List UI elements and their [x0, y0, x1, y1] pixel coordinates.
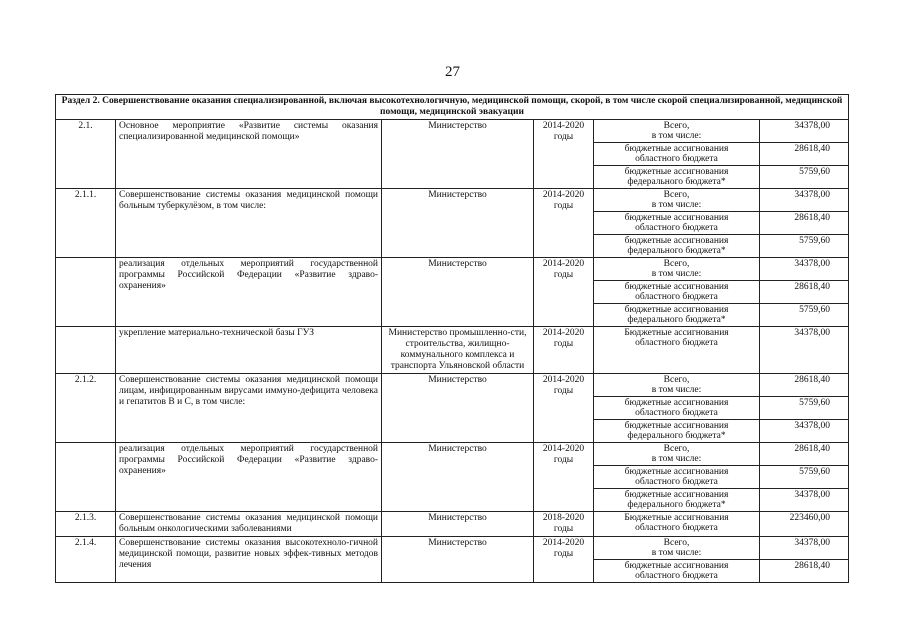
- row-executor: Министерство: [382, 443, 534, 512]
- funding-source-total: Всего, в том числе:: [594, 258, 760, 281]
- funding-amount: 34378,00: [760, 189, 849, 212]
- funding-amount: 28618,40: [760, 443, 849, 466]
- funding-source-federal: бюджетные ассигнования федерального бюджета*: [594, 489, 760, 512]
- row-number: 2.1.1.: [56, 189, 116, 258]
- funding-source-total: Всего, в том числе:: [594, 537, 760, 560]
- funding-amount: 223460,00: [760, 512, 849, 537]
- funding-amount: 5759,60: [760, 304, 849, 327]
- table-row: [56, 512, 849, 537]
- funding-amount: 28618,40: [760, 143, 849, 166]
- row-number: [56, 327, 116, 374]
- row-description: Основное мероприятие «Развитие системы оказания специализированной медицинской помощи»: [116, 120, 382, 189]
- funding-source-regional: бюджетные ассигнования областного бюджета: [594, 281, 760, 304]
- funding-source-total: Всего, в том числе:: [594, 443, 760, 466]
- row-description: реализация отдельных мероприятий государственной программы Российской Федерации «Развитие здраво-охранения»: [116, 258, 382, 327]
- funding-source-regional: бюджетные ассигнования областного бюджета: [594, 397, 760, 420]
- section-header-row: [56, 95, 849, 120]
- funding-source-regional: Бюджетные ассигнования областного бюджета: [594, 327, 760, 374]
- table-row: [56, 374, 849, 397]
- row-executor: Министерство: [382, 258, 534, 327]
- row-number: 2.1.: [56, 120, 116, 189]
- funding-amount: 28618,40: [760, 212, 849, 235]
- funding-amount: 34378,00: [760, 420, 849, 443]
- row-period: 2014-2020 годы: [534, 537, 594, 583]
- row-period: 2018-2020 годы: [534, 512, 594, 537]
- funding-amount: 34378,00: [760, 537, 849, 560]
- table-row: [56, 120, 849, 143]
- funding-amount: 5759,60: [760, 166, 849, 189]
- funding-amount: 28618,40: [760, 560, 849, 583]
- row-description: Совершенствование системы оказания медицинской помощи лицам, инфицированным вирусами иммуно-дефицита человека и гепатитов В и С, в том числе:: [116, 374, 382, 443]
- table-row: [56, 327, 849, 374]
- row-executor: Министерство промышленно-сти, строительства, жилищно-коммунального комплекса и транспорта Ульяновской области: [382, 327, 534, 374]
- table-row: [56, 189, 849, 212]
- funding-source-federal: бюджетные ассигнования федерального бюджета*: [594, 304, 760, 327]
- funding-source-total: Всего, в том числе:: [594, 374, 760, 397]
- row-executor: Министерство: [382, 512, 534, 537]
- funding-source-regional: бюджетные ассигнования областного бюджета: [594, 560, 760, 583]
- funding-amount: 34378,00: [760, 327, 849, 374]
- row-description: укрепление материально-технической базы ГУЗ: [116, 327, 382, 374]
- funding-source-federal: бюджетные ассигнования федерального бюджета*: [594, 235, 760, 258]
- funding-amount: 28618,40: [760, 281, 849, 304]
- row-period: 2014-2020 годы: [534, 189, 594, 258]
- funding-source-regional: бюджетные ассигнования областного бюджета: [594, 143, 760, 166]
- row-description: Совершенствование системы оказания медицинской помощи больным онкологическими заболеваниями: [116, 512, 382, 537]
- funding-source-regional: бюджетные ассигнования областного бюджета: [594, 466, 760, 489]
- program-table: [55, 94, 849, 583]
- row-executor: Министерство: [382, 537, 534, 583]
- row-number: [56, 443, 116, 512]
- row-executor: Министерство: [382, 374, 534, 443]
- row-period: 2014-2020 годы: [534, 374, 594, 443]
- row-description: реализация отдельных мероприятий государственной программы Российской Федерации «Развитие здраво-охранения»: [116, 443, 382, 512]
- funding-source-federal: бюджетные ассигнования федерального бюджета*: [594, 166, 760, 189]
- funding-source-regional: Бюджетные ассигнования областного бюджета: [594, 512, 760, 537]
- row-executor: Министерство: [382, 189, 534, 258]
- funding-amount: 34378,00: [760, 258, 849, 281]
- funding-amount: 5759,60: [760, 235, 849, 258]
- row-period: 2014-2020 годы: [534, 258, 594, 327]
- funding-amount: 34378,00: [760, 120, 849, 143]
- row-period: 2014-2020 годы: [534, 120, 594, 189]
- funding-amount: 28618,40: [760, 374, 849, 397]
- row-period: 2014-2020 годы: [534, 443, 594, 512]
- funding-amount: 5759,60: [760, 466, 849, 489]
- row-description: Совершенствование системы оказания высокотехноло-гичной медицинской помощи, развитие новых эффек-тивных методов лечения: [116, 537, 382, 583]
- table-row: [56, 258, 849, 281]
- row-number: 2.1.3.: [56, 512, 116, 537]
- funding-source-regional: бюджетные ассигнования областного бюджета: [594, 212, 760, 235]
- page-number: 27: [445, 64, 460, 80]
- row-number: 2.1.2.: [56, 374, 116, 443]
- funding-amount: 5759,60: [760, 397, 849, 420]
- row-description: Совершенствование системы оказания медицинской помощи больным туберкулёзом, в том числе:: [116, 189, 382, 258]
- section-title: Раздел 2. Совершенствование оказания специализированной, включая высокотехнологичную, медицинской помощи, скорой, в том числе скорой специализированной, медицинской помощи, медицинской эвакуации: [56, 95, 849, 120]
- table-row: [56, 537, 849, 560]
- funding-source-total: Всего, в том числе:: [594, 120, 760, 143]
- table-row: [56, 443, 849, 466]
- row-number: [56, 258, 116, 327]
- row-executor: Министерство: [382, 120, 534, 189]
- row-number: 2.1.4.: [56, 537, 116, 583]
- funding-source-federal: бюджетные ассигнования федерального бюджета*: [594, 420, 760, 443]
- funding-amount: 34378,00: [760, 489, 849, 512]
- funding-source-total: Всего, в том числе:: [594, 189, 760, 212]
- row-period: 2014-2020 годы: [534, 327, 594, 374]
